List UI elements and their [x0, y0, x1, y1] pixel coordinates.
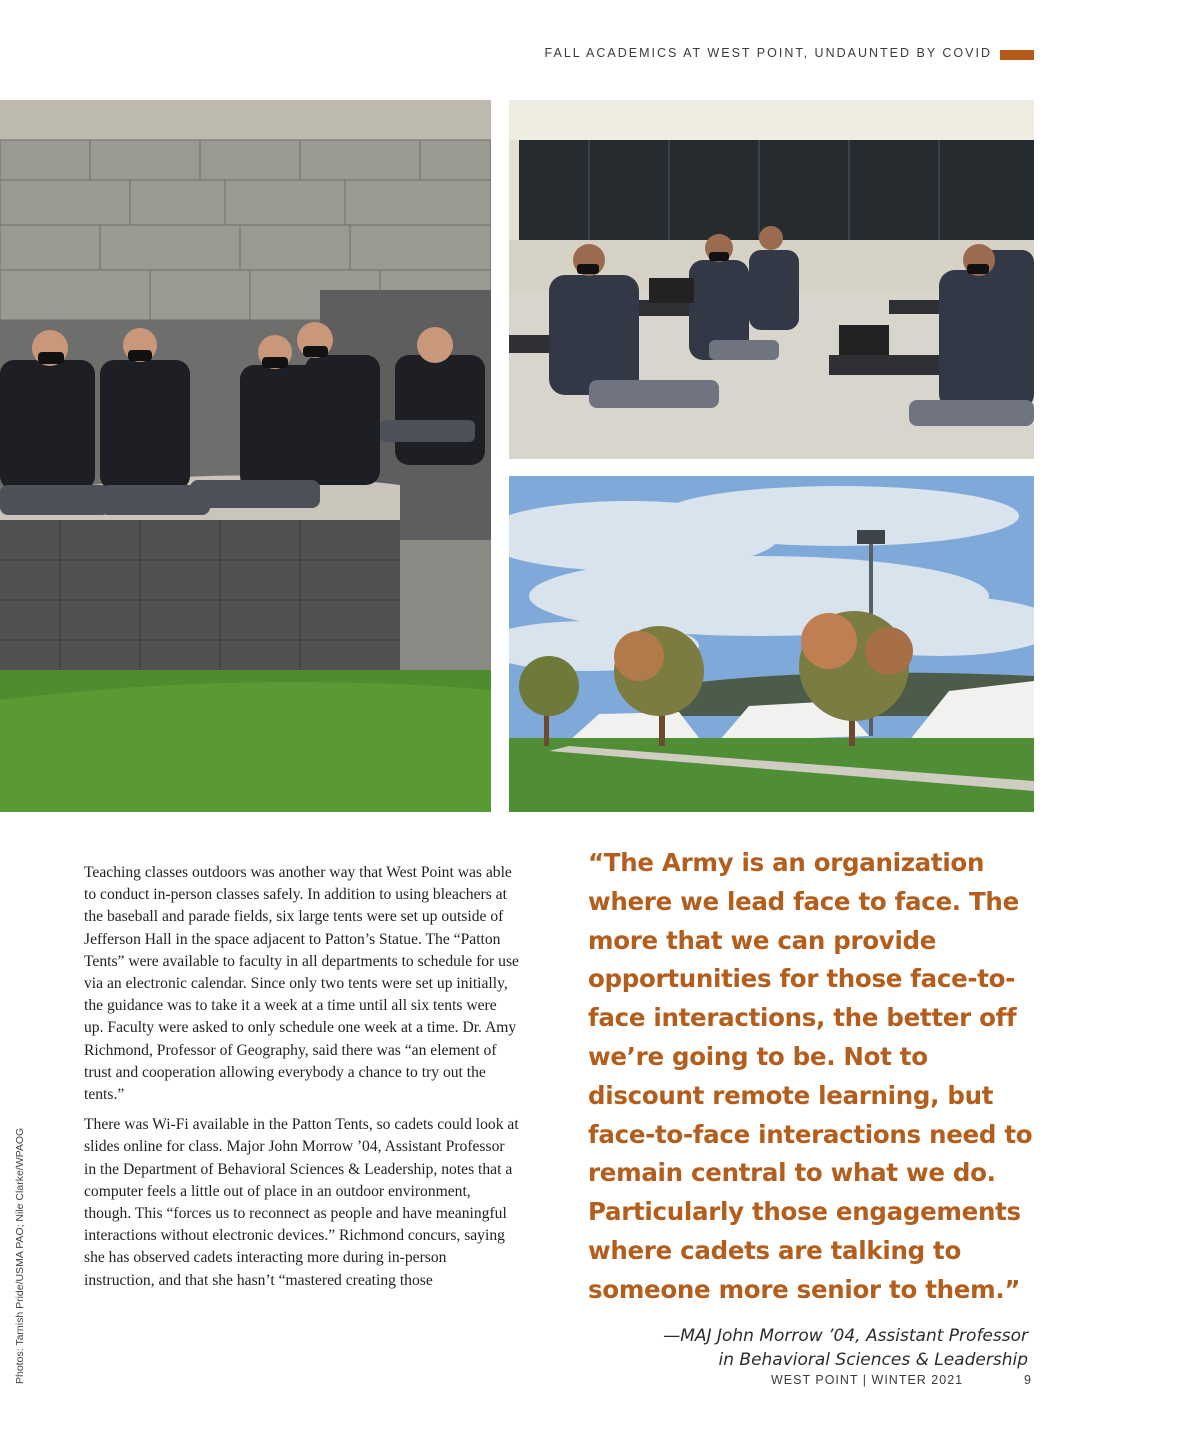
header-accent-bar: [1000, 50, 1034, 60]
photo-credit: Photos: Tarnish Pride/USMA PAO; Nile Clarke/WPAOG: [14, 1127, 26, 1384]
body-paragraph: There was Wi-Fi available in the Patton Tents, so cadets could look at slides online for class. Major John Morrow ’04, Assistant Professor in the Department of Behavioral Sciences & Leadership, notes that a computer feels a little out of place in an outdoor environment, though. This “forces us to reconnect as people and have meaningful interactions without electronic devices.” Richmond concurs, saying she has observed cadets interacting more during in-person instruction, and that she hasn’t “mastered creating those: [84, 1116, 519, 1289]
patton-tents-field-photo: [509, 476, 1034, 812]
quote-attribution: [663, 1324, 1028, 1372]
cadets-outdoor-wall-photo: [0, 100, 491, 812]
attribution-line: in Behavioral Sciences & Leadership: [718, 1350, 1028, 1370]
article-body: [84, 862, 520, 1300]
body-paragraph: Teaching classes outdoors was another way that West Point was able to conduct in-person classes safely. In addition to using bleachers at the baseball and parade fields, six large tents were set up outside of Jefferson Hall in the space adjacent to Patton’s Statue. The “Patton Tents” were available to faculty in all departments to schedule for use via an electronic calendar. Since only two tents were set up initially, the guidance was to take it a week at a time until all six tents were up. Faculty were asked to only schedule one week at a time. Dr. Amy Richmond, Professor of Geography, said there was “an element of trust and cooperation allowing everybody a chance to try out the tents.”: [84, 864, 519, 1104]
attribution-line: —MAJ John Morrow ’04, Assistant Professor: [663, 1326, 1028, 1346]
cadets-classroom-photo: [509, 100, 1034, 459]
page-number: 9: [1024, 1373, 1031, 1387]
pull-quote: “The Army is an organization where we lead face to face. The more that we can provide opportunities for those face-to-face interactions, the better off we’re going to be. Not to discount remote learning, but face-to-face interactions need to remain central to what we do. Particularly those engagements where cadets are talking to someone more senior to them.”: [588, 848, 1033, 1304]
footer-publication: WEST POINT | WINTER 2021: [771, 1373, 964, 1387]
running-header: FALL ACADEMICS AT WEST POINT, UNDAUNTED BY COVID: [544, 46, 992, 60]
